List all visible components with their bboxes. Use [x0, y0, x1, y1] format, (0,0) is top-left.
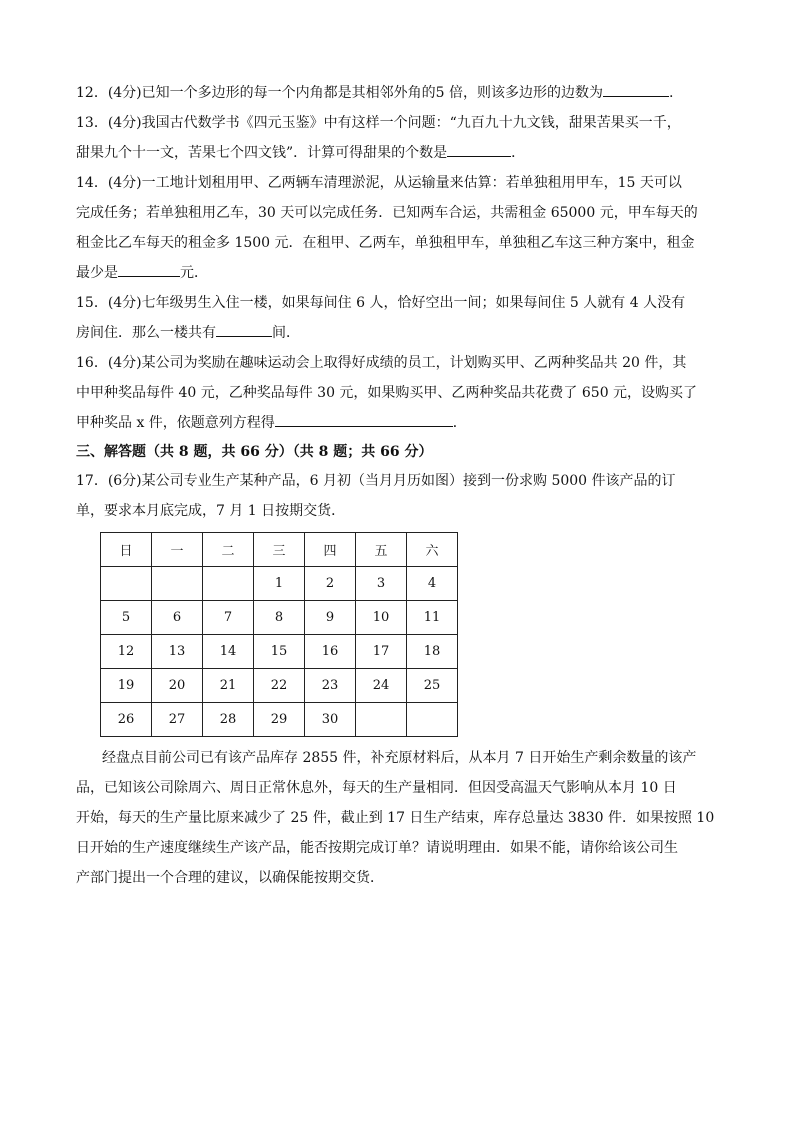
weekday-header: 三 — [254, 533, 305, 567]
q14-line3: 租金比乙车每天的租金多 1500 元．在租甲、乙两车，单独租甲车，单独租乙车这三种方案中，租金 — [76, 235, 695, 251]
question-17 — [76, 466, 726, 893]
calendar-day-cell: 17 — [356, 635, 407, 669]
calendar-day-cell: 15 — [254, 635, 305, 669]
calendar-day-cell: 16 — [305, 635, 356, 669]
calendar-week-row — [101, 703, 458, 737]
q15-answer-blank[interactable] — [216, 320, 272, 337]
question-14 — [76, 168, 726, 288]
calendar-day-cell: 11 — [407, 601, 458, 635]
calendar-day-cell: 20 — [152, 669, 203, 703]
calendar-day-cell: 27 — [152, 703, 203, 737]
q12-end: . — [669, 85, 674, 101]
q12-number: 12．(4分) — [76, 85, 142, 101]
calendar-day-cell: 12 — [101, 635, 152, 669]
weekday-header: 一 — [152, 533, 203, 567]
q16-line2: 中甲种奖品每件 40 元，乙种奖品每件 30 元，如果购买甲、乙两种奖品共花费了 650 元，设购买了 — [76, 385, 698, 401]
calendar-day-cell: 5 — [101, 601, 152, 635]
q17-para-line: 日开始的生产速度继续生产该产品，能否按期完成订单？请说明理由．如果不能，请你给该公司生 — [76, 840, 678, 856]
q14-number: 14．(4分) — [76, 175, 142, 191]
q16-line1: 某公司为奖励在趣味运动会上取得好成绩的员工，计划购买甲、乙两种奖品共 20 件，其 — [141, 355, 687, 371]
q17-para-line: 品，已知该公司除周六、周日正常休息外，每天的生产量相同．但因受高温天气影响从本月 10 日 — [76, 780, 677, 796]
q14-line4: 最少是 — [76, 265, 118, 281]
question-13 — [76, 108, 726, 168]
q17-line2: 单，要求本月底完成，7 月 1 日按期交货． — [76, 503, 346, 519]
q15-end: 间． — [272, 325, 300, 341]
calendar-day-cell: 23 — [305, 669, 356, 703]
q16-end: ． — [452, 415, 467, 431]
june-calendar — [100, 532, 458, 737]
weekday-header: 四 — [305, 533, 356, 567]
calendar-day-cell: 2 — [305, 567, 356, 601]
exam-page — [76, 78, 726, 893]
calendar-day-cell: 21 — [203, 669, 254, 703]
calendar-day-cell: 9 — [305, 601, 356, 635]
q12-text: 已知一个多边形的每一个内角都是其相邻外角的5 倍，则该多边形的边数为 — [141, 85, 604, 101]
q15-line1: 七年级男生入住一楼，如果每间住 6 人，恰好空出一间；如果每间住 5 人就有 4 人没有 — [141, 295, 686, 311]
weekday-header: 五 — [356, 533, 407, 567]
q13-end: ． — [511, 145, 526, 161]
calendar-figure — [100, 532, 726, 737]
calendar-day-cell: 4 — [407, 567, 458, 601]
q17-body — [76, 743, 726, 893]
calendar-week-row — [101, 669, 458, 703]
calendar-day-cell — [152, 567, 203, 601]
q13-line2: 甜果九个十一文，苦果七个四文钱”．计算可得甜果的个数是 — [76, 145, 448, 161]
calendar-week-row — [101, 601, 458, 635]
q13-number: 13．(4分) — [76, 115, 142, 131]
q17-para-line: 开始，每天的生产量比原来减少了 25 件，截止到 17 日生产结束，库存总量达 3830 件．如果按照 10 — [76, 810, 715, 826]
calendar-day-cell: 22 — [254, 669, 305, 703]
calendar-day-cell: 26 — [101, 703, 152, 737]
q17-number: 17．(6分) — [76, 473, 142, 489]
calendar-day-cell: 6 — [152, 601, 203, 635]
calendar-day-cell: 19 — [101, 669, 152, 703]
q17-line1: 某公司专业生产某种产品，6 月初（当月月历如图）接到一份求购 5000 件该产品的订 — [141, 473, 676, 489]
q14-line1: 一工地计划租用甲、乙两辆车清理淤泥，从运输量来估算：若单独租用甲车，15 天可以 — [141, 175, 682, 191]
calendar-day-cell: 28 — [203, 703, 254, 737]
calendar-day-cell: 30 — [305, 703, 356, 737]
calendar-day-cell: 13 — [152, 635, 203, 669]
q14-end: 元． — [180, 265, 208, 281]
q13-line1: 我国古代数学书《四元玉鉴》中有这样一个问题：“九百九十九文钱，甜果苦果买一千， — [141, 115, 681, 131]
calendar-day-cell: 29 — [254, 703, 305, 737]
weekday-header: 六 — [407, 533, 458, 567]
question-12 — [76, 78, 726, 108]
section-3-heading: 三、解答题（共 8 题，共 66 分）（共 8 题；共 66 分） — [76, 444, 433, 460]
calendar-day-cell: 25 — [407, 669, 458, 703]
calendar-header-row — [101, 533, 458, 567]
question-15 — [76, 288, 726, 348]
calendar-day-cell — [203, 567, 254, 601]
question-16 — [76, 348, 726, 438]
calendar-day-cell — [356, 703, 407, 737]
q14-answer-blank[interactable] — [118, 260, 180, 277]
q15-number: 15．(4分) — [76, 295, 142, 311]
q15-line2: 房间住．那么一楼共有 — [76, 325, 216, 341]
calendar-day-cell: 3 — [356, 567, 407, 601]
calendar-day-cell: 14 — [203, 635, 254, 669]
weekday-header: 二 — [203, 533, 254, 567]
q16-number: 16．(4分) — [76, 355, 142, 371]
calendar-day-cell — [407, 703, 458, 737]
q16-line3: 甲种奖品 x 件，依题意列方程得 — [76, 415, 275, 431]
calendar-day-cell: 10 — [356, 601, 407, 635]
q17-para-line: 产部门提出一个合理的建议，以确保能按期交货． — [76, 870, 384, 886]
calendar-day-cell: 1 — [254, 567, 305, 601]
calendar-day-cell: 18 — [407, 635, 458, 669]
calendar-week-row — [101, 635, 458, 669]
calendar-day-cell: 8 — [254, 601, 305, 635]
q16-answer-blank[interactable] — [275, 410, 453, 427]
weekday-header: 日 — [101, 533, 152, 567]
q17-para-line: 经盘点目前公司已有该产品库存 2855 件，补充原材料后，从本月 7 日开始生产剩余数量的该产 — [102, 750, 697, 766]
calendar-week-row — [101, 567, 458, 601]
q12-answer-blank[interactable] — [603, 80, 669, 97]
q14-line2: 完成任务；若单独租用乙车，30 天可以完成任务．已知两车合运，共需租金 65000 元，甲车每天的 — [76, 205, 698, 221]
calendar-day-cell — [101, 567, 152, 601]
calendar-day-cell: 7 — [203, 601, 254, 635]
q13-answer-blank[interactable] — [447, 140, 511, 157]
calendar-day-cell: 24 — [356, 669, 407, 703]
